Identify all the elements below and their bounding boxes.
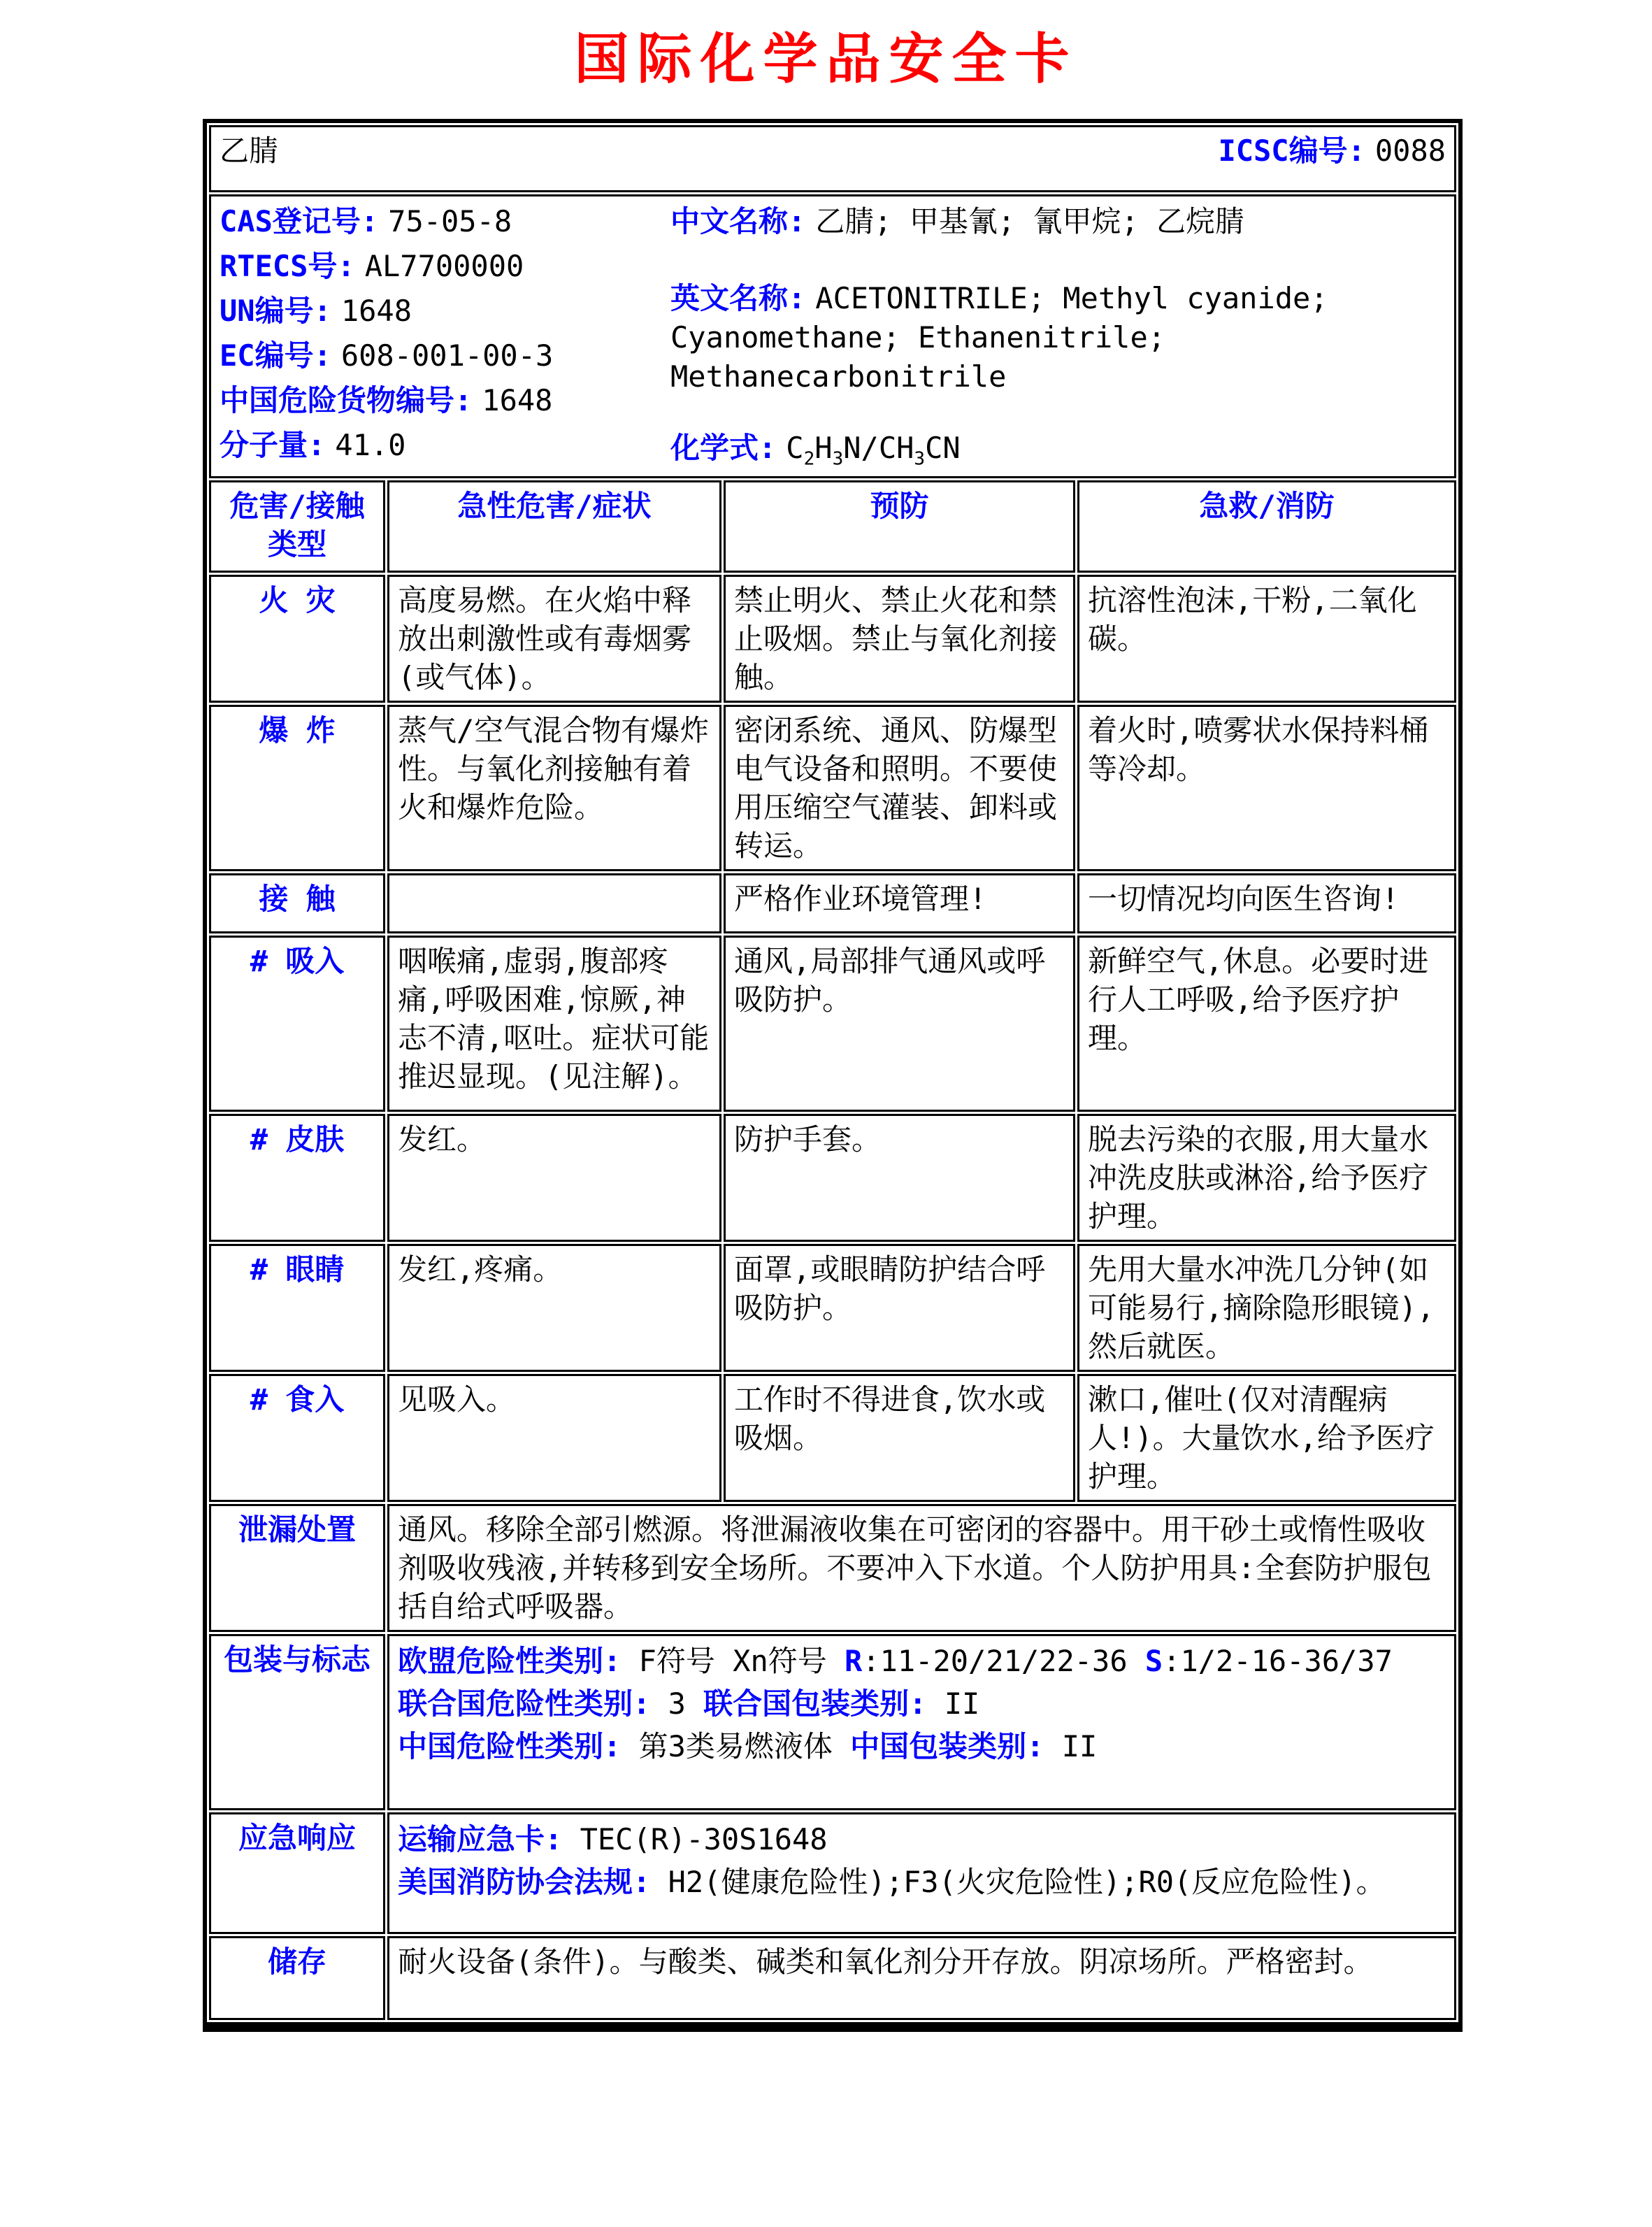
packaging-row [209,1634,1456,1810]
identification-cell [209,194,1456,478]
china-dangerous-goods-number-label: 中国危险货物编号: [220,383,473,417]
card-title-bar [220,131,1446,170]
identification-layout [220,201,1446,472]
english-name-label: 英文名称: [670,281,806,315]
identification-row [209,194,1456,478]
cas-number-line [220,203,670,240]
cas-number-value: 75-05-8 [388,204,512,238]
icsc-number-group [1218,131,1446,170]
ingestion-firstaid-cell: 漱口,催吐(仅对清醒病人!)。大量饮水,给予医疗护理。 [1077,1374,1456,1502]
ingestion-symptoms-cell: 见吸入。 [387,1374,721,1502]
eu-classification-line: 欧盟危险性类别: F符号 Xn符号 R:11-20/21/22-36 S:1/2-16-36/37 [398,1644,1393,1678]
card-title-cell [209,125,1456,192]
rtecs-number-value: AL7700000 [364,249,524,283]
packaging-content-cell [387,1634,1456,1810]
transport-emergency-card-line: 运输应急卡: TEC(R)-30S1648 [398,1822,828,1856]
emergency-row [209,1812,1456,1934]
skin-symptoms-cell: 发红。 [387,1114,721,1242]
skin-firstaid-cell: 脱去污染的衣服,用大量水冲洗皮肤或淋浴,给予医疗护理。 [1077,1114,1456,1242]
rtecs-number-label: RTECS号: [220,249,355,283]
china-classification-line: 中国危险性类别: 第3类易燃液体 中国包装类别: II [398,1729,1098,1763]
un-number-label: UN编号: [220,294,331,328]
inhalation-firstaid-cell: 新鲜空气,休息。必要时进行人工呼吸,给予医疗护理。 [1077,936,1456,1112]
ec-number-line [220,338,670,374]
inhalation-row [209,936,1456,1112]
un-number-value: 1648 [340,294,412,328]
un-classification-line: 联合国危险性类别: 3 联合国包装类别: II [398,1687,980,1721]
molecular-weight-line [220,427,670,464]
identification-right-column [670,201,1446,470]
skin-prevention-cell: 防护手套。 [724,1114,1075,1242]
exposure-row [209,873,1456,933]
card-title-row [209,125,1456,192]
ec-number-value: 608-001-00-3 [340,338,554,373]
fire-row [209,575,1456,703]
icsc-number-value: 0088 [1374,134,1446,168]
chemical-formula-line [670,430,1446,470]
explosion-type-cell: 爆 炸 [209,705,385,871]
inhalation-type-cell: # 吸入 [209,936,385,1112]
china-dangerous-goods-number-line [220,382,670,419]
exposure-firstaid-cell: 一切情况均向医生咨询! [1077,873,1456,933]
eyes-row [209,1244,1456,1372]
china-dangerous-goods-number-value: 1648 [482,383,553,417]
icsc-number-label: ICSC编号: [1218,134,1365,168]
header-acute-hazards: 急性危害/症状 [387,480,721,573]
emergency-type-cell: 应急响应 [209,1812,385,1934]
header-hazard-type: 危害/接触类型 [209,480,385,573]
identification-left-column [220,201,670,472]
exposure-prevention-cell: 严格作业环境管理! [724,873,1075,933]
page-title: 国际化学品安全卡 [574,28,1078,91]
english-name-line [670,279,1446,396]
fire-prevention-cell: 禁止明火、禁止火花和禁止吸烟。禁止与氧化剂接触。 [724,575,1075,703]
packaging-type-cell: 包装与标志 [209,1634,385,1810]
spillage-row [209,1504,1456,1632]
spillage-type-cell: 泄漏处置 [209,1504,385,1632]
ingestion-row [209,1374,1456,1502]
eyes-symptoms-cell: 发红,疼痛。 [387,1244,721,1372]
ingestion-type-cell: # 食入 [209,1374,385,1502]
explosion-firstaid-cell: 着火时,喷雾状水保持料桶等冷却。 [1077,705,1456,871]
chemical-formula-label: 化学式: [670,431,777,465]
english-name-value: ACETONITRILE; Methyl cyanide; Cyanomethane; Ethanenitrile; Methanecarbonitrile [670,281,1328,394]
fire-symptoms-cell: 高度易燃。在火焰中释放出刺激性或有毒烟雾(或气体)。 [387,575,721,703]
fire-firstaid-cell: 抗溶性泡沫,干粉,二氧化碳。 [1077,575,1456,703]
inhalation-symptoms-cell: 咽喉痛,虚弱,腹部疼痛,呼吸困难,惊厥,神志不清,呕吐。症状可能推迟显现。(见注解)。 [387,936,721,1112]
storage-type-cell: 储存 [209,1936,385,2020]
molecular-weight-value: 41.0 [335,428,406,462]
un-number-line [220,293,670,329]
ingestion-prevention-cell: 工作时不得进食,饮水或吸烟。 [724,1374,1075,1502]
header-prevention: 预防 [724,480,1075,573]
chinese-name-line [670,203,1446,240]
molecular-weight-label: 分子量: [220,428,326,462]
spillage-content-cell: 通风。移除全部引燃源。将泄漏液收集在可密闭的容器中。用干砂土或惰性吸收剂吸收残液,并转移到安全场所。不要冲入下水道。个人防护用具:全套防护服包括自给式呼吸器。 [387,1504,1456,1632]
ec-number-label: EC编号: [220,338,331,373]
header-firstaid-firefighting: 急救/消防 [1077,480,1456,573]
hazard-header-row [209,480,1456,573]
icsc-card-table [203,119,1463,2032]
eyes-prevention-cell: 面罩,或眼睛防护结合呼吸防护。 [724,1244,1075,1372]
rtecs-number-line [220,248,670,285]
exposure-type-cell: 接 触 [209,873,385,933]
nfpa-code-line: 美国消防协会法规: H2(健康危险性);F3(火灾危险性);R0(反应危险性)。 [398,1865,1386,1899]
fire-type-cell: 火 灾 [209,575,385,703]
emergency-content-cell [387,1812,1456,1934]
skin-type-cell: # 皮肤 [209,1114,385,1242]
storage-row [209,1936,1456,2020]
explosion-symptoms-cell: 蒸气/空气混合物有爆炸性。与氧化剂接触有着火和爆炸危险。 [387,705,721,871]
substance-name: 乙腈 [220,134,279,168]
eyes-firstaid-cell: 先用大量水冲洗几分钟(如可能易行,摘除隐形眼镜),然后就医。 [1077,1244,1456,1372]
chinese-name-label: 中文名称: [670,204,806,238]
chinese-name-value: 乙腈; 甲基氰; 氰甲烷; 乙烷腈 [815,204,1245,238]
skin-row [209,1114,1456,1242]
explosion-row [209,705,1456,871]
eyes-type-cell: # 眼睛 [209,1244,385,1372]
explosion-prevention-cell: 密闭系统、通风、防爆型电气设备和照明。不要使用压缩空气灌装、卸料或转运。 [724,705,1075,871]
cas-number-label: CAS登记号: [220,204,379,238]
exposure-symptoms-cell [387,873,721,933]
chemical-formula-value: $C_2H_3N/CH_3CN$ [786,431,961,470]
storage-content-cell: 耐火设备(条件)。与酸类、碱类和氧化剂分开存放。阴凉场所。严格密封。 [387,1936,1456,2020]
inhalation-prevention-cell: 通风,局部排气通风或呼吸防护。 [724,936,1075,1112]
